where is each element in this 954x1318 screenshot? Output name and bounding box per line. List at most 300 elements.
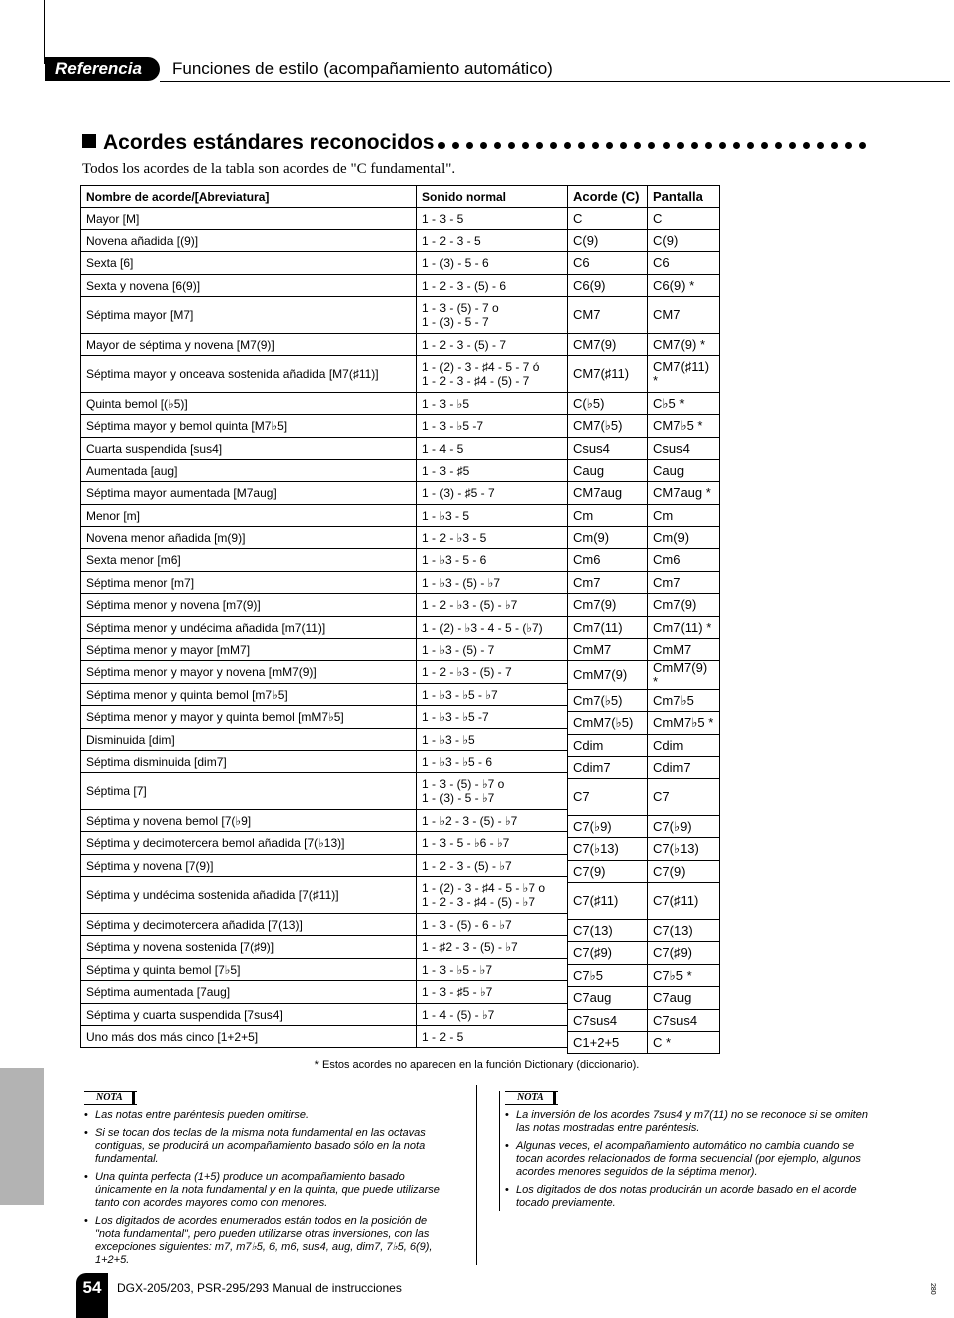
chord-c-cell: Cdim bbox=[568, 735, 648, 757]
chord-c-cell: CmM7 bbox=[568, 639, 648, 661]
table-row bbox=[81, 661, 568, 684]
table-row bbox=[568, 252, 720, 275]
chord-name-cell: Uno más dos más cinco [1+2+5] bbox=[81, 1026, 417, 1048]
normal-sound-cell bbox=[417, 1004, 568, 1026]
chord-name-cell: Séptima menor [m7] bbox=[81, 572, 417, 594]
footer-manual-title: DGX-205/203, PSR-295/293 Manual de instrucciones bbox=[117, 1281, 402, 1295]
display-cell: C bbox=[648, 208, 720, 230]
chord-name-cell: Novena añadida [(9)] bbox=[81, 230, 417, 252]
normal-sound-cell bbox=[417, 877, 568, 914]
display-cell: C7(9) bbox=[648, 861, 720, 883]
sound-line: 1 - 3 - ♯5 bbox=[422, 463, 470, 478]
leader-dot bbox=[578, 142, 585, 149]
display-cell: C7(♭13) bbox=[648, 838, 720, 861]
chord-c-cell: Cm(9) bbox=[568, 527, 648, 549]
chord-c-cell: C7(13) bbox=[568, 920, 648, 942]
display-cell: C6(9) * bbox=[648, 275, 720, 297]
display-cell: Csus4 bbox=[648, 438, 720, 460]
table-row bbox=[568, 861, 720, 883]
leader-dot bbox=[705, 142, 712, 149]
leader-dot bbox=[452, 142, 459, 149]
top-vertical-rule bbox=[44, 0, 45, 64]
chord-name-cell: Cuarta suspendida [sus4] bbox=[81, 438, 417, 460]
display-cell: CmM7♭5 * bbox=[648, 712, 720, 735]
table-row bbox=[568, 690, 720, 712]
sound-line: 1 - 3 - 5 - ♭6 - ♭7 bbox=[422, 836, 510, 850]
table-row bbox=[568, 735, 720, 757]
chord-name-cell: Séptima menor y quinta bemol [m7♭5] bbox=[81, 684, 417, 706]
chord-c-cell: C7(♭13) bbox=[568, 838, 648, 861]
leader-dot bbox=[550, 142, 557, 149]
chord-name-cell: Séptima y novena [7(9)] bbox=[81, 855, 417, 877]
table-row bbox=[81, 617, 568, 639]
leader-dot bbox=[859, 142, 866, 149]
section-badge: Referencia bbox=[45, 57, 160, 81]
normal-sound-cell bbox=[417, 959, 568, 981]
sound-line: 1 - 2 - 3 - (5) - 6 bbox=[422, 278, 507, 293]
display-cell: C7aug bbox=[648, 987, 720, 1010]
table-row bbox=[568, 208, 720, 230]
normal-sound-cell bbox=[417, 914, 568, 936]
table-row bbox=[568, 275, 720, 297]
chord-c-cell: Cm7(9) bbox=[568, 594, 648, 617]
chord-c-cell: Cm7(11) bbox=[568, 617, 648, 639]
notes-divider bbox=[476, 1085, 477, 1265]
note-item: • Los digitados de dos notas producirán un acorde basado en el acorde tocado previamente. bbox=[505, 1184, 875, 1210]
section-title bbox=[82, 130, 434, 156]
leader-dot bbox=[817, 142, 824, 149]
chord-c-cell: C7♭5 bbox=[568, 965, 648, 987]
note-item: • Algunas veces, el acompañamiento automático no cambia cuando se tocan acordes relacionados de forma secuencial (por ejemplo, algunos acordes menores seguidos de la séptima menor). bbox=[505, 1140, 875, 1179]
table-row bbox=[81, 855, 568, 877]
normal-sound-cell bbox=[417, 684, 568, 706]
table-row bbox=[568, 572, 720, 594]
chord-name-cell: Séptima y decimotercera bemol añadida [7(♭13)] bbox=[81, 832, 417, 855]
chord-name-cell: Mayor [M] bbox=[81, 208, 417, 230]
table-row bbox=[568, 617, 720, 639]
sound-line: 1 - 3 - (5) - 7 o bbox=[422, 301, 499, 315]
chord-c-cell: C7(♯9) bbox=[568, 942, 648, 965]
table-header-row bbox=[568, 186, 720, 208]
dotted-leader bbox=[438, 138, 866, 152]
chord-c-cell: C7sus4 bbox=[568, 1010, 648, 1032]
side-code: 280 bbox=[929, 1283, 936, 1295]
leader-dot bbox=[831, 142, 838, 149]
table-row bbox=[568, 505, 720, 527]
sound-line: 1 - 2 - 3 - ♯4 - (5) - 7 bbox=[422, 374, 530, 388]
leader-dot bbox=[620, 142, 627, 149]
normal-sound-cell bbox=[417, 572, 568, 594]
nota-label: NOTA bbox=[505, 1091, 558, 1105]
chord-name-cell: Séptima y decimotercera añadida [7(13)] bbox=[81, 914, 417, 936]
table-row bbox=[81, 773, 568, 810]
chord-name-cell: Séptima mayor aumentada [M7aug] bbox=[81, 482, 417, 505]
table-row bbox=[81, 751, 568, 773]
sound-line: 1 - 2 - 3 - (5) - ♭7 bbox=[422, 858, 512, 873]
leader-dot bbox=[719, 142, 726, 149]
sound-line: 1 - 3 - ♭5 -7 bbox=[422, 419, 484, 433]
table-row bbox=[81, 706, 568, 729]
table-row bbox=[81, 684, 568, 706]
display-cell: C7(♯11) bbox=[648, 883, 720, 920]
table-row bbox=[568, 965, 720, 987]
normal-sound-cell bbox=[417, 297, 568, 334]
chord-name-cell: Novena menor añadida [m(9)] bbox=[81, 527, 417, 549]
leader-dot bbox=[480, 142, 487, 149]
normal-sound-cell bbox=[417, 751, 568, 773]
sound-line: 1 - ♭3 - (5) - ♭7 bbox=[422, 575, 500, 590]
sound-line: 1 - 3 - (5) - 6 - ♭7 bbox=[422, 917, 512, 932]
table-row bbox=[568, 527, 720, 549]
square-bullet-icon bbox=[82, 134, 96, 148]
chord-c-cell: Cm7(♭5) bbox=[568, 690, 648, 712]
header-normal-sound: Sonido normal bbox=[417, 186, 568, 208]
leader-dot bbox=[634, 142, 641, 149]
display-cell: C♭5 * bbox=[648, 393, 720, 415]
notes-right bbox=[505, 1087, 875, 1215]
chord-name-cell: Séptima y novena sostenida [7(♯9)] bbox=[81, 936, 417, 959]
normal-sound-cell bbox=[417, 438, 568, 460]
chord-name-table bbox=[80, 185, 568, 1048]
table-header-row bbox=[81, 186, 568, 208]
leader-dot bbox=[803, 142, 810, 149]
table-row bbox=[568, 297, 720, 334]
display-cell: Cm7♭5 bbox=[648, 690, 720, 712]
display-cell: Cm(9) bbox=[648, 527, 720, 549]
notes-left-list bbox=[84, 1109, 454, 1267]
table-row bbox=[81, 460, 568, 482]
display-cell: CM7♭5 * bbox=[648, 415, 720, 438]
chord-name-cell: Séptima menor y mayor y novena [mM7(9)] bbox=[81, 661, 417, 684]
sound-line: 1 - (3) - 5 - 7 bbox=[422, 315, 489, 329]
chord-name-cell: Mayor de séptima y novena [M7(9)] bbox=[81, 334, 417, 356]
chord-name-cell: Menor [m] bbox=[81, 505, 417, 527]
normal-sound-cell bbox=[417, 729, 568, 751]
normal-sound-cell bbox=[417, 773, 568, 810]
table-row bbox=[568, 415, 720, 438]
notes-right-rule bbox=[499, 1091, 500, 1211]
sound-line: 1 - 2 - ♭3 - (5) - 7 bbox=[422, 665, 512, 679]
table-row bbox=[81, 1004, 568, 1026]
table-row bbox=[568, 356, 720, 393]
leader-dot bbox=[648, 142, 655, 149]
normal-sound-cell bbox=[417, 356, 568, 393]
sound-line: 1 - 2 - ♭3 - (5) - ♭7 bbox=[422, 598, 518, 612]
page-number: 54 bbox=[76, 1273, 108, 1318]
sound-line: 1 - 3 - 5 bbox=[422, 211, 464, 226]
sound-line: 1 - ♭3 - 5 bbox=[422, 508, 470, 523]
leader-dot bbox=[494, 142, 501, 149]
chord-c-cell: CM7aug bbox=[568, 482, 648, 505]
display-cell: Cm7(9) bbox=[648, 594, 720, 617]
section-subtitle: Todos los acordes de la tabla son acordes de "C fundamental". bbox=[82, 161, 456, 177]
leader-dot bbox=[845, 142, 852, 149]
chord-c-cell: C1+2+5 bbox=[568, 1032, 648, 1054]
table-row bbox=[568, 230, 720, 252]
sound-line: 1 - 2 - 3 - 5 bbox=[422, 233, 481, 248]
chord-c-cell: Csus4 bbox=[568, 438, 648, 460]
table-row bbox=[568, 438, 720, 460]
table-row bbox=[568, 883, 720, 920]
table-row bbox=[81, 832, 568, 855]
header-display: Pantalla bbox=[648, 186, 720, 208]
table-row bbox=[568, 757, 720, 779]
chord-name-cell: Séptima menor y mayor y quinta bemol [mM7♭5] bbox=[81, 706, 417, 729]
table-row bbox=[568, 460, 720, 482]
chord-c-cell: CM7(♭5) bbox=[568, 415, 648, 438]
sound-line: 1 - ♭3 - (5) - 7 bbox=[422, 642, 495, 657]
table-row bbox=[568, 920, 720, 942]
sound-line: 1 - 2 - 3 - (5) - 7 bbox=[422, 337, 507, 352]
chord-c-cell: C7(9) bbox=[568, 861, 648, 883]
note-item: • Los digitados de acordes enumerados están todos en la posición de "nota fundamental", pero pueden utilizarse otras inversiones, con las excepciones siguientes: m7, m7♭5, 6, m6, sus4, aug, dim7, 7♭5, 6(9), 1+2+5. bbox=[84, 1215, 454, 1267]
table-row bbox=[568, 393, 720, 415]
notes-left bbox=[84, 1087, 454, 1272]
chord-name-cell: Séptima y undécima sostenida añadida [7(♯11)] bbox=[81, 877, 417, 914]
normal-sound-cell bbox=[417, 527, 568, 549]
table-row bbox=[81, 438, 568, 460]
sound-line: 1 - ♯2 - 3 - (5) - ♭7 bbox=[422, 940, 518, 954]
chord-name-cell: Aumentada [aug] bbox=[81, 460, 417, 482]
table-row bbox=[568, 838, 720, 861]
section-title-text: Acordes estándares reconocidos bbox=[103, 131, 435, 154]
table-row bbox=[81, 877, 568, 914]
chord-c-cell: CmM7(♭5) bbox=[568, 712, 648, 735]
sound-line: 1 - (2) - ♭3 - 4 - 5 - (♭7) bbox=[422, 620, 543, 635]
table-row bbox=[568, 639, 720, 661]
sound-line: 1 - 4 - 5 bbox=[422, 441, 464, 456]
table-row bbox=[568, 1032, 720, 1054]
chord-c-cell: C(9) bbox=[568, 230, 648, 252]
chord-name-cell: Séptima y cuarta suspendida [7sus4] bbox=[81, 1004, 417, 1026]
header-rule bbox=[160, 81, 950, 82]
chord-c-cell: CM7 bbox=[568, 297, 648, 334]
chord-name-cell: Séptima [7] bbox=[81, 773, 417, 810]
leader-dot bbox=[747, 142, 754, 149]
chord-c-cell: CM7(♯11) bbox=[568, 356, 648, 393]
note-item: • Una quinta perfecta (1+5) produce un acompañamiento basado únicamente en la nota fundamental y en la quinta, que puede utilizarse tanto con acordes mayores como con menores. bbox=[84, 1171, 454, 1210]
normal-sound-cell bbox=[417, 617, 568, 639]
table-row bbox=[568, 816, 720, 838]
normal-sound-cell bbox=[417, 482, 568, 505]
table-row bbox=[81, 594, 568, 617]
display-cell: Cdim bbox=[648, 735, 720, 757]
chord-name-cell: Sexta y novena [6(9)] bbox=[81, 275, 417, 297]
display-cell: C7 bbox=[648, 779, 720, 816]
table-row bbox=[81, 527, 568, 549]
sound-line: 1 - ♭3 - ♭5 -7 bbox=[422, 710, 489, 724]
sound-line: 1 - ♭3 - 5 - 6 bbox=[422, 553, 487, 567]
chord-name-cell: Séptima menor y mayor [mM7] bbox=[81, 639, 417, 661]
normal-sound-cell bbox=[417, 275, 568, 297]
table-row bbox=[81, 914, 568, 936]
chord-name-cell: Séptima mayor y bemol quinta [M7♭5] bbox=[81, 415, 417, 438]
notes-right-list bbox=[505, 1109, 875, 1210]
chord-c-cell: Cdim7 bbox=[568, 757, 648, 779]
chord-name-cell: Séptima mayor y onceava sostenida añadida [M7(♯11)] bbox=[81, 356, 417, 393]
table-row bbox=[81, 1026, 568, 1048]
leader-dot bbox=[522, 142, 529, 149]
normal-sound-cell bbox=[417, 505, 568, 527]
table-row bbox=[81, 639, 568, 661]
normal-sound-cell bbox=[417, 661, 568, 684]
table-row bbox=[81, 981, 568, 1004]
sound-line: 1 - 2 - 5 bbox=[422, 1029, 464, 1044]
table-row bbox=[568, 942, 720, 965]
table-row bbox=[81, 959, 568, 981]
normal-sound-cell bbox=[417, 706, 568, 729]
sound-line: 1 - 3 - (5) - ♭7 o bbox=[422, 777, 505, 791]
normal-sound-cell bbox=[417, 230, 568, 252]
chord-c-cell: C7(♯11) bbox=[568, 883, 648, 920]
table-row bbox=[81, 729, 568, 751]
note-item: • Las notas entre paréntesis pueden omitirse. bbox=[84, 1109, 454, 1122]
display-cell: Cm7(11) * bbox=[648, 617, 720, 639]
table-row bbox=[568, 334, 720, 356]
leader-dot bbox=[592, 142, 599, 149]
sound-line: 1 - 2 - 3 - ♯4 - (5) - ♭7 bbox=[422, 895, 536, 909]
table-row bbox=[568, 594, 720, 617]
header-chord-name: Nombre de acorde/[Abreviatura] bbox=[81, 186, 417, 208]
chord-name-cell: Séptima menor y undécima añadida [m7(11)] bbox=[81, 617, 417, 639]
chord-name-cell: Sexta menor [m6] bbox=[81, 549, 417, 572]
chord-c-cell: C6(9) bbox=[568, 275, 648, 297]
display-cell: Cm bbox=[648, 505, 720, 527]
leader-dot bbox=[508, 142, 515, 149]
display-cell: CM7(9) * bbox=[648, 334, 720, 356]
leader-dot bbox=[733, 142, 740, 149]
chord-c-cell: C7aug bbox=[568, 987, 648, 1010]
chord-c-cell: C7(♭9) bbox=[568, 816, 648, 838]
normal-sound-cell bbox=[417, 415, 568, 438]
chord-name-cell: Séptima disminuida [dim7] bbox=[81, 751, 417, 773]
sound-line: 1 - 4 - (5) - ♭7 bbox=[422, 1007, 495, 1022]
chord-name-cell: Disminuida [dim] bbox=[81, 729, 417, 751]
display-cell: Caug bbox=[648, 460, 720, 482]
normal-sound-cell bbox=[417, 1026, 568, 1048]
side-thumb-tab bbox=[0, 1068, 44, 1205]
display-cell: C7(13) bbox=[648, 920, 720, 942]
sound-line: 1 - ♭3 - ♭5 bbox=[422, 732, 475, 747]
chord-c-cell: C7 bbox=[568, 779, 648, 816]
leader-dot bbox=[761, 142, 768, 149]
leader-dot bbox=[775, 142, 782, 149]
table-row bbox=[81, 393, 568, 415]
leader-dot bbox=[789, 142, 796, 149]
normal-sound-cell bbox=[417, 208, 568, 230]
chord-c-cell: CM7(9) bbox=[568, 334, 648, 356]
sound-line: 1 - 3 - ♭5 - ♭7 bbox=[422, 962, 493, 977]
chord-name-cell: Séptima y quinta bemol [7♭5] bbox=[81, 959, 417, 981]
display-cell: CmM7(9) * bbox=[648, 661, 720, 690]
chord-c-cell: Cm6 bbox=[568, 549, 648, 572]
leader-dot bbox=[466, 142, 473, 149]
leader-dot bbox=[606, 142, 613, 149]
table-row bbox=[568, 661, 720, 690]
normal-sound-cell bbox=[417, 334, 568, 356]
display-cell: C7(♭9) bbox=[648, 816, 720, 838]
normal-sound-cell bbox=[417, 936, 568, 959]
chord-c-cell: Cm7 bbox=[568, 572, 648, 594]
leader-dot bbox=[691, 142, 698, 149]
table-row bbox=[568, 482, 720, 505]
leader-dot bbox=[564, 142, 571, 149]
header-chord-c: Acorde (C) bbox=[568, 186, 648, 208]
display-cell: C7♭5 * bbox=[648, 965, 720, 987]
normal-sound-cell bbox=[417, 832, 568, 855]
table-row bbox=[81, 810, 568, 832]
sound-line: 1 - (3) - ♯5 - 7 bbox=[422, 486, 495, 500]
table-footnote: * Estos acordes no aparecen en la función Dictionary (diccionario). bbox=[314, 1059, 640, 1071]
chord-c-cell: Caug bbox=[568, 460, 648, 482]
table-row bbox=[81, 415, 568, 438]
table-row bbox=[568, 987, 720, 1010]
sound-line: 1 - (3) - 5 - 6 bbox=[422, 256, 489, 270]
chord-display-table bbox=[567, 185, 720, 1054]
nota-label: NOTA bbox=[84, 1091, 137, 1105]
leader-dot bbox=[438, 142, 445, 149]
chord-name-cell: Séptima mayor [M7] bbox=[81, 297, 417, 334]
display-cell: CM7 bbox=[648, 297, 720, 334]
note-item: • Si se tocan dos teclas de la misma nota fundamental en las octavas contiguas, se producirá un acompañamiento basado sólo en la nota fundamental. bbox=[84, 1127, 454, 1166]
chord-c-cell: C(♭5) bbox=[568, 393, 648, 415]
table-row bbox=[81, 505, 568, 527]
display-cell: C(9) bbox=[648, 230, 720, 252]
display-cell: C * bbox=[648, 1032, 720, 1054]
sound-line: 1 - 2 - ♭3 - 5 bbox=[422, 530, 487, 545]
display-cell: CM7aug * bbox=[648, 482, 720, 505]
table-row bbox=[81, 275, 568, 297]
chord-c-cell: C6 bbox=[568, 252, 648, 275]
table-row bbox=[81, 356, 568, 393]
normal-sound-cell bbox=[417, 639, 568, 661]
chord-name-cell: Séptima menor y novena [m7(9)] bbox=[81, 594, 417, 617]
sound-line: 1 - (2) - 3 - ♯4 - 5 - ♭7 o bbox=[422, 881, 546, 895]
chord-name-cell: Quinta bemol [(♭5)] bbox=[81, 393, 417, 415]
normal-sound-cell bbox=[417, 810, 568, 832]
normal-sound-cell bbox=[417, 594, 568, 617]
sound-line: 1 - ♭2 - 3 - (5) - ♭7 bbox=[422, 813, 518, 828]
sound-line: 1 - ♭3 - ♭5 - 6 bbox=[422, 754, 493, 769]
chord-name-cell: Séptima y novena bemol [7(♭9] bbox=[81, 810, 417, 832]
table-row bbox=[568, 549, 720, 572]
table-row bbox=[568, 1010, 720, 1032]
sound-line: 1 - 3 - ♭5 bbox=[422, 396, 470, 411]
leader-dot bbox=[536, 142, 543, 149]
display-cell: CM7(♯11) * bbox=[648, 356, 720, 393]
sound-line: 1 - 3 - ♯5 - ♭7 bbox=[422, 985, 493, 999]
header-title: Funciones de estilo (acompañamiento automático) bbox=[172, 59, 553, 78]
display-cell: Cm7 bbox=[648, 572, 720, 594]
table-row bbox=[81, 208, 568, 230]
chord-name-cell: Sexta [6] bbox=[81, 252, 417, 275]
normal-sound-cell bbox=[417, 460, 568, 482]
display-cell: CmM7 bbox=[648, 639, 720, 661]
leader-dot bbox=[663, 142, 670, 149]
sound-line: 1 - ♭3 - ♭5 - ♭7 bbox=[422, 687, 498, 702]
sound-line: 1 - (2) - 3 - ♯4 - 5 - 7 ó bbox=[422, 360, 540, 374]
table-row bbox=[568, 712, 720, 735]
normal-sound-cell bbox=[417, 549, 568, 572]
chord-name-cell: Séptima aumentada [7aug] bbox=[81, 981, 417, 1004]
table-row bbox=[81, 482, 568, 505]
display-cell: C7sus4 bbox=[648, 1010, 720, 1032]
leader-dot bbox=[677, 142, 684, 149]
table-row bbox=[81, 334, 568, 356]
chord-c-cell: C bbox=[568, 208, 648, 230]
table-row bbox=[81, 252, 568, 275]
sound-line: 1 - (3) - 5 - ♭7 bbox=[422, 791, 495, 805]
